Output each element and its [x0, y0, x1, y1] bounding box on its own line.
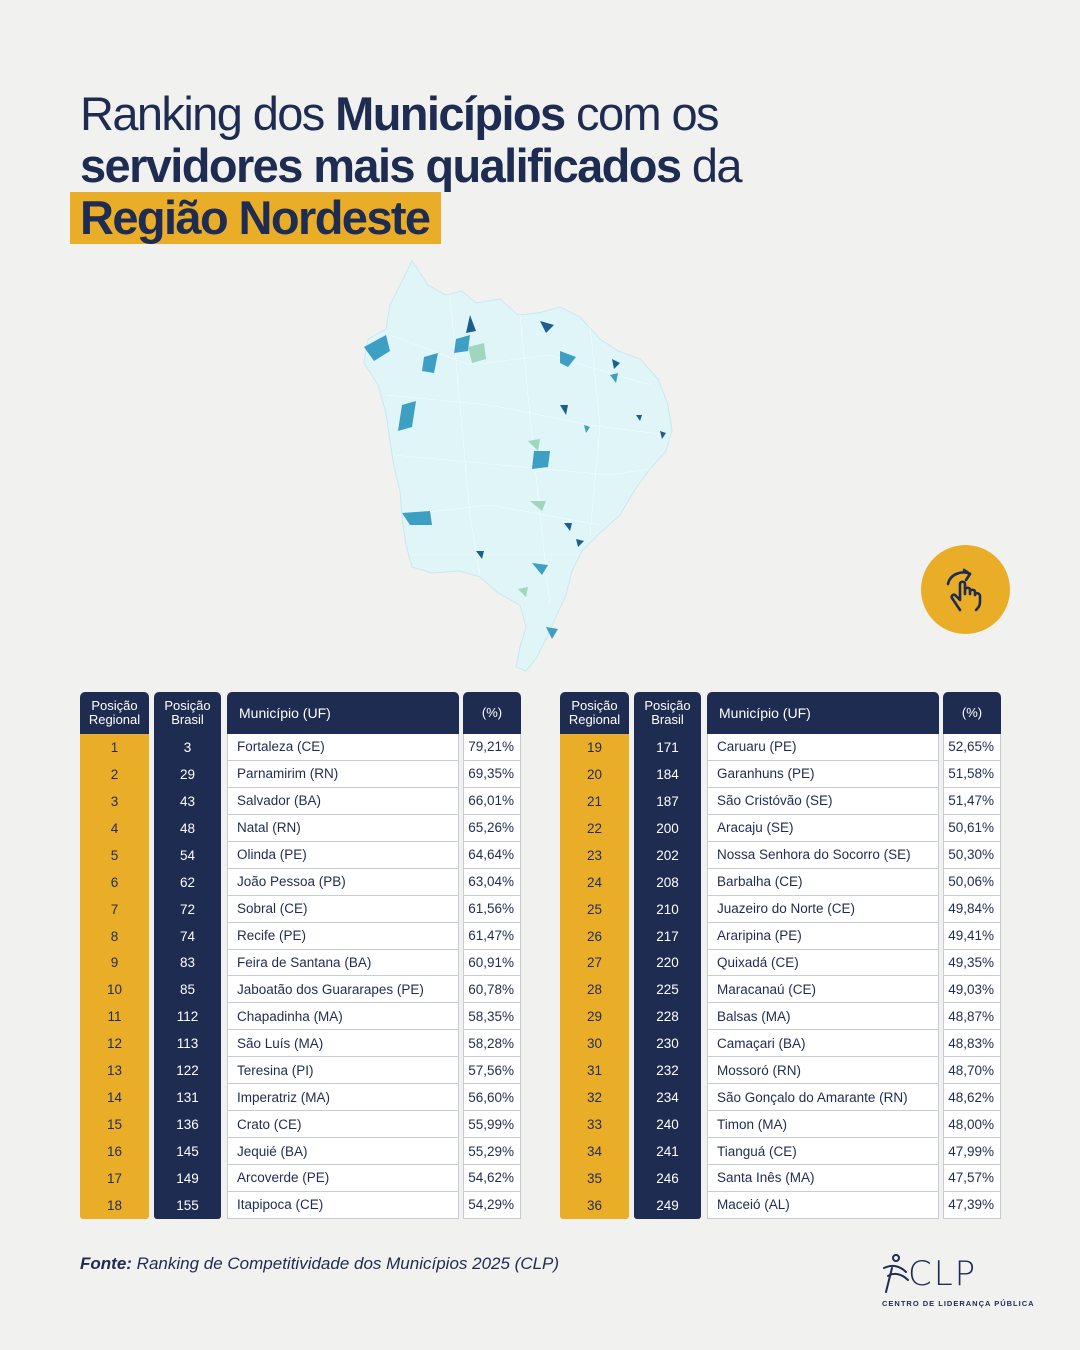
- percent-cell: 58,35%: [463, 1003, 521, 1030]
- municipio-cell: Tianguá (CE): [707, 1138, 939, 1165]
- swipe-button[interactable]: [921, 545, 1010, 634]
- posicao-regional-cell: 1: [110, 739, 119, 755]
- title-text-bold: Municípios: [335, 87, 565, 140]
- percent-cell: 49,84%: [943, 896, 1001, 923]
- northeast-map: [350, 255, 690, 675]
- column-percent: [943, 692, 1001, 1219]
- posicao-brasil-cell: 72: [179, 901, 196, 917]
- title-line-1: [80, 88, 840, 140]
- posicao-regional-cell: 6: [110, 874, 119, 890]
- posicao-regional-cell: 25: [586, 901, 603, 917]
- municipio-cell: Santa Inês (MA): [707, 1165, 939, 1192]
- percent-cell: 49,35%: [943, 950, 1001, 977]
- posicao-regional-cell: 5: [110, 847, 119, 863]
- posicao-brasil-cell: 112: [176, 1009, 199, 1025]
- posicao-brasil-cell: 3: [183, 739, 192, 755]
- percent-cell: 60,91%: [463, 950, 521, 977]
- municipio-cell: São Luís (MA): [227, 1030, 459, 1057]
- percent-cell: 51,58%: [943, 761, 1001, 788]
- posicao-brasil-cell: 232: [656, 1063, 679, 1079]
- posicao-brasil-cell: 184: [656, 766, 679, 782]
- percent-cell: 48,00%: [943, 1111, 1001, 1138]
- posicao-brasil-cell: 217: [656, 928, 679, 944]
- posicao-regional-cell: 27: [586, 955, 603, 971]
- municipio-cell: Maceió (AL): [707, 1192, 939, 1219]
- municipio-cell: São Cristóvão (SE): [707, 788, 939, 815]
- posicao-brasil-cell: 228: [656, 1009, 679, 1025]
- brasil-strip: [154, 734, 221, 1219]
- municipio-cell: Recife (PE): [227, 923, 459, 950]
- posicao-brasil-cell: 122: [176, 1063, 199, 1079]
- header-municipio: Município (UF): [707, 692, 939, 734]
- municipio-cell: Jaboatão dos Guararapes (PE): [227, 976, 459, 1003]
- municipio-cell: Itapipoca (CE): [227, 1192, 459, 1219]
- posicao-brasil-cell: 131: [176, 1090, 199, 1106]
- column-municipio: [227, 692, 459, 1219]
- municipio-cell: Garanhuns (PE): [707, 761, 939, 788]
- percent-cell: 61,47%: [463, 923, 521, 950]
- posicao-regional-cell: 24: [586, 874, 603, 890]
- posicao-regional-cell: 2: [110, 766, 119, 782]
- posicao-brasil-cell: 230: [656, 1036, 679, 1052]
- header-posicao-brasil: Posição Brasil: [154, 692, 221, 734]
- municipio-cell: Aracaju (SE): [707, 815, 939, 842]
- posicao-brasil-cell: 74: [179, 928, 196, 944]
- percent-cell: 60,78%: [463, 976, 521, 1003]
- column-municipio: [707, 692, 939, 1219]
- percent-cell: 63,04%: [463, 869, 521, 896]
- municipio-cell: Nossa Senhora do Socorro (SE): [707, 842, 939, 869]
- posicao-regional-cell: 19: [586, 739, 603, 755]
- title-text: com os: [564, 87, 718, 140]
- posicao-regional-cell: 13: [106, 1063, 123, 1079]
- percent-cell: 55,29%: [463, 1138, 521, 1165]
- posicao-brasil-cell: 200: [656, 820, 679, 836]
- municipio-cell: Quixadá (CE): [707, 950, 939, 977]
- posicao-regional-cell: 10: [106, 982, 123, 998]
- percent-cell: 52,65%: [943, 734, 1001, 761]
- municipio-cell: Natal (RN): [227, 815, 459, 842]
- municipio-cell: Olinda (PE): [227, 842, 459, 869]
- title-text: da: [680, 139, 741, 192]
- posicao-regional-cell: 17: [106, 1170, 123, 1186]
- posicao-brasil-cell: 241: [656, 1144, 679, 1160]
- municipio-cell: São Gonçalo do Amarante (RN): [707, 1084, 939, 1111]
- municipio-cell: Arcoverde (PE): [227, 1165, 459, 1192]
- posicao-regional-cell: 22: [586, 820, 603, 836]
- posicao-brasil-cell: 43: [179, 793, 196, 809]
- posicao-brasil-cell: 145: [176, 1144, 199, 1160]
- posicao-regional-cell: 16: [106, 1144, 123, 1160]
- posicao-brasil-cell: 225: [656, 982, 679, 998]
- posicao-regional-cell: 3: [110, 793, 119, 809]
- percent-cell: 47,39%: [943, 1192, 1001, 1219]
- municipio-cell: Salvador (BA): [227, 788, 459, 815]
- percent-cell: 65,26%: [463, 815, 521, 842]
- percent-cell: 57,56%: [463, 1057, 521, 1084]
- municipio-cell: Sobral (CE): [227, 896, 459, 923]
- municipio-cell: Fortaleza (CE): [227, 734, 459, 761]
- percent-cell: 55,99%: [463, 1111, 521, 1138]
- percent-cell: 50,06%: [943, 869, 1001, 896]
- posicao-regional-cell: 7: [110, 901, 119, 917]
- posicao-brasil-cell: 210: [656, 901, 679, 917]
- posicao-regional-cell: 23: [586, 847, 603, 863]
- posicao-regional-cell: 30: [586, 1036, 603, 1052]
- column-posicao-regional: [560, 692, 629, 1219]
- posicao-regional-cell: 11: [107, 1009, 122, 1025]
- source-label: Fonte:: [80, 1254, 132, 1273]
- clp-logo: [880, 1252, 1035, 1312]
- source-text: Ranking de Competitividade dos Municípios 2025 (CLP): [131, 1254, 560, 1273]
- header-posicao-regional: Posição Regional: [80, 692, 149, 734]
- posicao-brasil-cell: 149: [176, 1170, 199, 1186]
- municipio-cell: Balsas (MA): [707, 1003, 939, 1030]
- posicao-regional-cell: 12: [106, 1036, 123, 1052]
- percent-cell: 48,87%: [943, 1003, 1001, 1030]
- posicao-regional-cell: 34: [586, 1144, 603, 1160]
- percent-cell: 54,29%: [463, 1192, 521, 1219]
- percent-cell: 48,70%: [943, 1057, 1001, 1084]
- posicao-regional-cell: 20: [586, 766, 603, 782]
- municipio-strip: [227, 734, 459, 1219]
- percent-cell: 61,56%: [463, 896, 521, 923]
- header-posicao-brasil: Posição Brasil: [634, 692, 701, 734]
- posicao-regional-cell: 29: [586, 1009, 603, 1025]
- municipio-cell: Feira de Santana (BA): [227, 950, 459, 977]
- posicao-brasil-cell: 136: [176, 1117, 199, 1133]
- posicao-regional-cell: 18: [106, 1197, 123, 1213]
- column-posicao-brasil: [154, 692, 221, 1219]
- posicao-regional-cell: 14: [106, 1090, 123, 1106]
- municipio-cell: Parnamirim (RN): [227, 761, 459, 788]
- municipio-cell: Timon (MA): [707, 1111, 939, 1138]
- posicao-regional-cell: 9: [110, 955, 119, 971]
- percent-cell: 51,47%: [943, 788, 1001, 815]
- column-posicao-regional: [80, 692, 149, 1219]
- municipio-cell: Juazeiro do Norte (CE): [707, 896, 939, 923]
- posicao-brasil-cell: 48: [179, 820, 196, 836]
- posicao-brasil-cell: 113: [176, 1036, 199, 1052]
- municipio-cell: Maracanaú (CE): [707, 976, 939, 1003]
- posicao-brasil-cell: 155: [176, 1197, 199, 1213]
- posicao-regional-cell: 36: [586, 1197, 603, 1213]
- logo-tagline: CENTRO DE LIDERANÇA PÚBLICA: [882, 1299, 1035, 1308]
- municipio-cell: Jequié (BA): [227, 1138, 459, 1165]
- posicao-brasil-cell: 54: [179, 847, 196, 863]
- posicao-brasil-cell: 29: [179, 766, 196, 782]
- posicao-regional-cell: 31: [586, 1063, 603, 1079]
- clp-figure-icon: [880, 1252, 910, 1296]
- percent-cell: 56,60%: [463, 1084, 521, 1111]
- percent-cell: 64,64%: [463, 842, 521, 869]
- percent-cell: 48,83%: [943, 1030, 1001, 1057]
- municipio-cell: Chapadinha (MA): [227, 1003, 459, 1030]
- title-text-bold: servidores mais qualificados: [80, 139, 681, 192]
- percent-cell: 50,61%: [943, 815, 1001, 842]
- posicao-brasil-cell: 85: [179, 982, 196, 998]
- percent-cell: 66,01%: [463, 788, 521, 815]
- municipio-cell: Teresina (PI): [227, 1057, 459, 1084]
- municipio-cell: Mossoró (RN): [707, 1057, 939, 1084]
- logo-name: CLP: [908, 1254, 978, 1294]
- header-municipio: Município (UF): [227, 692, 459, 734]
- posicao-regional-cell: 33: [586, 1117, 603, 1133]
- municipio-cell: João Pessoa (PB): [227, 869, 459, 896]
- municipio-strip: [707, 734, 939, 1219]
- posicao-regional-cell: 26: [586, 928, 603, 944]
- municipio-cell: Crato (CE): [227, 1111, 459, 1138]
- posicao-brasil-cell: 187: [656, 793, 679, 809]
- percent-strip: [943, 734, 1001, 1219]
- percent-cell: 79,21%: [463, 734, 521, 761]
- regional-strip: [80, 734, 149, 1219]
- page-title: [80, 88, 840, 244]
- title-line-3: [80, 192, 840, 244]
- posicao-regional-cell: 21: [586, 793, 603, 809]
- percent-cell: 49,03%: [943, 976, 1001, 1003]
- posicao-regional-cell: 28: [586, 982, 603, 998]
- municipio-cell: Camaçari (BA): [707, 1030, 939, 1057]
- percent-cell: 69,35%: [463, 761, 521, 788]
- percent-cell: 54,62%: [463, 1165, 521, 1192]
- posicao-regional-cell: 35: [586, 1170, 603, 1186]
- percent-cell: 47,99%: [943, 1138, 1001, 1165]
- posicao-regional-cell: 15: [106, 1117, 123, 1133]
- posicao-brasil-cell: 246: [656, 1170, 679, 1186]
- title-text: Ranking dos: [80, 87, 336, 140]
- title-highlight: Região Nordeste: [70, 192, 441, 244]
- swipe-hand-icon: [940, 564, 992, 616]
- posicao-brasil-cell: 220: [656, 955, 679, 971]
- posicao-regional-cell: 8: [110, 928, 119, 944]
- municipio-cell: Caruaru (PE): [707, 734, 939, 761]
- percent-strip: [463, 734, 521, 1219]
- title-line-2: [80, 140, 840, 192]
- posicao-brasil-cell: 171: [656, 739, 679, 755]
- posicao-brasil-cell: 202: [656, 847, 679, 863]
- percent-cell: 58,28%: [463, 1030, 521, 1057]
- percent-cell: 50,30%: [943, 842, 1001, 869]
- posicao-brasil-cell: 83: [179, 955, 196, 971]
- percent-cell: 47,57%: [943, 1165, 1001, 1192]
- posicao-regional-cell: 4: [110, 820, 119, 836]
- percent-cell: 49,41%: [943, 923, 1001, 950]
- posicao-brasil-cell: 234: [656, 1090, 679, 1106]
- percent-cell: 48,62%: [943, 1084, 1001, 1111]
- regional-strip: [560, 734, 629, 1219]
- municipio-cell: Imperatriz (MA): [227, 1084, 459, 1111]
- column-posicao-brasil: [634, 692, 701, 1219]
- header-percent: (%): [943, 692, 1001, 734]
- posicao-regional-cell: 32: [586, 1090, 603, 1106]
- posicao-brasil-cell: 208: [656, 874, 679, 890]
- posicao-brasil-cell: 62: [179, 874, 196, 890]
- brasil-strip: [634, 734, 701, 1219]
- header-posicao-regional: Posição Regional: [560, 692, 629, 734]
- posicao-brasil-cell: 240: [656, 1117, 679, 1133]
- column-percent: [463, 692, 521, 1219]
- header-percent: (%): [463, 692, 521, 734]
- posicao-brasil-cell: 249: [656, 1197, 679, 1213]
- region-shape: [364, 261, 672, 671]
- municipio-cell: Araripina (PE): [707, 923, 939, 950]
- source-note: [80, 1254, 559, 1274]
- municipio-cell: Barbalha (CE): [707, 869, 939, 896]
